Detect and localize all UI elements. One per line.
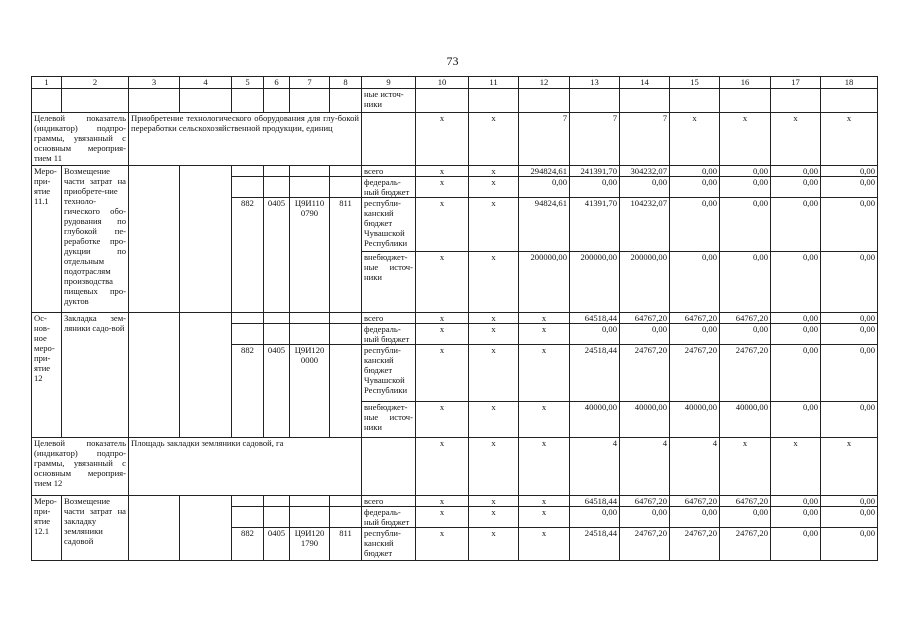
measure-code: Меро-при-ятие 12.1 bbox=[32, 496, 62, 561]
value-cell: 40000,00 bbox=[720, 402, 771, 438]
value-cell: 24767,20 bbox=[720, 345, 771, 402]
source-row bbox=[32, 166, 878, 177]
value-cell: 0,00 bbox=[670, 507, 720, 528]
value-cell: 0,00 bbox=[670, 324, 720, 345]
indicator-description: Площадь закладки земляники садовой, га bbox=[129, 438, 362, 496]
empty-cell bbox=[330, 496, 362, 507]
value-cell: x bbox=[416, 324, 469, 345]
source-row bbox=[32, 313, 878, 324]
empty-cell bbox=[264, 89, 290, 113]
value-cell: x bbox=[771, 113, 821, 166]
value-cell: 0,00 bbox=[670, 252, 720, 313]
value-cell: 94824,61 bbox=[519, 198, 570, 252]
empty-cell bbox=[330, 166, 362, 177]
value-cell: x bbox=[469, 198, 519, 252]
source-cell: федераль-ный бюджет bbox=[362, 324, 416, 345]
value-cell: x bbox=[519, 528, 570, 561]
column-number: 2 bbox=[62, 77, 129, 89]
source-cell: федераль-ный бюджет bbox=[362, 507, 416, 528]
responsible-cell bbox=[129, 313, 180, 438]
measure-title: Возмещение части затрат на закладку земляники садовой bbox=[62, 496, 129, 561]
rzpr-code: 0405 bbox=[264, 198, 290, 313]
co-executor-cell bbox=[180, 313, 232, 438]
empty-cell bbox=[821, 89, 878, 113]
value-cell: 294824,61 bbox=[519, 166, 570, 177]
value-cell: 0,00 bbox=[821, 496, 878, 507]
source-cell: федераль-ный бюджет bbox=[362, 177, 416, 198]
value-cell: 4 bbox=[620, 438, 670, 496]
value-cell: x bbox=[720, 438, 771, 496]
source-cell: всего bbox=[362, 313, 416, 324]
value-cell: 24767,20 bbox=[670, 528, 720, 561]
value-cell: x bbox=[416, 113, 469, 166]
column-number: 6 bbox=[264, 77, 290, 89]
column-number: 3 bbox=[129, 77, 180, 89]
value-cell: 0,00 bbox=[670, 177, 720, 198]
value-cell: x bbox=[416, 252, 469, 313]
value-cell: 104232,07 bbox=[620, 198, 670, 252]
csr-code: Ц9И120 1790 bbox=[290, 528, 330, 561]
value-cell: 0,00 bbox=[720, 177, 771, 198]
source-cell: внебюджет-ные источ-ники bbox=[362, 252, 416, 313]
empty-cell bbox=[264, 177, 290, 198]
value-cell: 0,00 bbox=[620, 324, 670, 345]
empty-cell bbox=[264, 166, 290, 177]
value-cell: 0,00 bbox=[821, 166, 878, 177]
column-number: 7 bbox=[290, 77, 330, 89]
value-cell: x bbox=[519, 345, 570, 402]
value-cell: x bbox=[670, 113, 720, 166]
value-cell: 24518,44 bbox=[570, 345, 620, 402]
empty-cell bbox=[232, 166, 264, 177]
empty-cell bbox=[290, 496, 330, 507]
empty-cell bbox=[232, 324, 264, 345]
empty-cell bbox=[771, 89, 821, 113]
grbs-code: 882 bbox=[232, 345, 264, 438]
value-cell: x bbox=[469, 324, 519, 345]
value-cell: x bbox=[469, 166, 519, 177]
value-cell: x bbox=[469, 345, 519, 402]
empty-cell bbox=[570, 89, 620, 113]
indicator-label: Целевой показатель (индикатор) подпро-граммы, увязанный с основным мероприя-тием 12 bbox=[32, 438, 129, 496]
measure-code: Ос-нов-ное меро-при-ятие 12 bbox=[32, 313, 62, 438]
empty-cell bbox=[232, 507, 264, 528]
empty-cell bbox=[469, 89, 519, 113]
empty-cell bbox=[362, 113, 416, 166]
value-cell: 0,00 bbox=[771, 198, 821, 252]
empty-cell bbox=[620, 89, 670, 113]
value-cell: 64767,20 bbox=[620, 496, 670, 507]
value-cell: 0,00 bbox=[821, 345, 878, 402]
responsible-cell bbox=[129, 166, 180, 313]
value-cell: 200000,00 bbox=[620, 252, 670, 313]
value-cell: 0,00 bbox=[771, 345, 821, 402]
measure-code: Меро-при-ятие 11.1 bbox=[32, 166, 62, 313]
empty-cell bbox=[62, 89, 129, 113]
empty-cell bbox=[32, 89, 62, 113]
vr-code: 811 bbox=[330, 528, 362, 561]
empty-cell bbox=[232, 313, 264, 324]
value-cell: 24767,20 bbox=[620, 528, 670, 561]
value-cell: 0,00 bbox=[720, 166, 771, 177]
value-cell: 41391,70 bbox=[570, 198, 620, 252]
csr-code: Ц9И110 0790 bbox=[290, 198, 330, 313]
value-cell: 40000,00 bbox=[620, 402, 670, 438]
co-executor-cell bbox=[180, 166, 232, 313]
measure-title: Закладка зем-ляники садо-вой bbox=[62, 313, 129, 438]
value-cell: x bbox=[821, 438, 878, 496]
value-cell: x bbox=[519, 324, 570, 345]
value-cell: 0,00 bbox=[771, 166, 821, 177]
column-number: 10 bbox=[416, 77, 469, 89]
value-cell: 0,00 bbox=[720, 252, 771, 313]
value-cell: x bbox=[416, 528, 469, 561]
empty-cell bbox=[290, 313, 330, 324]
empty-cell bbox=[330, 324, 362, 345]
value-cell: x bbox=[519, 438, 570, 496]
column-number: 11 bbox=[469, 77, 519, 89]
empty-cell bbox=[330, 313, 362, 324]
value-cell: 0,00 bbox=[821, 402, 878, 438]
value-cell: 0,00 bbox=[570, 177, 620, 198]
column-number: 13 bbox=[570, 77, 620, 89]
value-cell: 64767,20 bbox=[720, 496, 771, 507]
value-cell: x bbox=[469, 113, 519, 166]
source-cell: республи-канский бюджет Чувашской Республики bbox=[362, 345, 416, 402]
source-cell: республи-канский бюджет Чувашской Республики bbox=[362, 198, 416, 252]
value-cell: x bbox=[519, 507, 570, 528]
value-cell: x bbox=[416, 507, 469, 528]
value-cell: 0,00 bbox=[821, 507, 878, 528]
grbs-code: 882 bbox=[232, 528, 264, 561]
empty-cell bbox=[330, 507, 362, 528]
value-cell: 0,00 bbox=[821, 324, 878, 345]
page-number: 73 bbox=[446, 54, 459, 68]
value-cell: 0,00 bbox=[720, 198, 771, 252]
csr-code: Ц9И120 0000 bbox=[290, 345, 330, 438]
column-number: 8 bbox=[330, 77, 362, 89]
value-cell: 4 bbox=[570, 438, 620, 496]
empty-cell bbox=[330, 177, 362, 198]
empty-cell bbox=[264, 507, 290, 528]
empty-cell bbox=[129, 89, 180, 113]
value-cell: 0,00 bbox=[771, 177, 821, 198]
header-row bbox=[32, 77, 878, 89]
vr-code bbox=[330, 345, 362, 438]
value-cell: x bbox=[416, 345, 469, 402]
empty-cell bbox=[264, 324, 290, 345]
column-number: 1 bbox=[32, 77, 62, 89]
value-cell: x bbox=[469, 252, 519, 313]
continuation-row bbox=[32, 89, 878, 113]
value-cell: 24767,20 bbox=[620, 345, 670, 402]
value-cell: x bbox=[469, 528, 519, 561]
value-cell: x bbox=[519, 402, 570, 438]
responsible-cell bbox=[129, 496, 180, 561]
measure-title: Возмещение части затрат на приобрете-ние техноло-гического обо-рудования по глубокой пе-реработке про-дукции по отдельным подотраслям производства пищевых про-дуктов bbox=[62, 166, 129, 313]
value-cell: 0,00 bbox=[821, 198, 878, 252]
value-cell: 0,00 bbox=[570, 507, 620, 528]
empty-cell bbox=[670, 89, 720, 113]
empty-cell bbox=[232, 496, 264, 507]
empty-cell bbox=[232, 177, 264, 198]
value-cell: x bbox=[416, 496, 469, 507]
column-number: 18 bbox=[821, 77, 878, 89]
value-cell: 40000,00 bbox=[570, 402, 620, 438]
indicator-row bbox=[32, 113, 878, 166]
value-cell: x bbox=[519, 496, 570, 507]
value-cell: x bbox=[720, 113, 771, 166]
value-cell: 24767,20 bbox=[670, 345, 720, 402]
column-number: 12 bbox=[519, 77, 570, 89]
empty-cell bbox=[330, 89, 362, 113]
empty-cell bbox=[362, 438, 416, 496]
value-cell: 0,00 bbox=[720, 507, 771, 528]
column-number: 17 bbox=[771, 77, 821, 89]
value-cell: 24767,20 bbox=[720, 528, 771, 561]
value-cell: 0,00 bbox=[670, 198, 720, 252]
value-cell: 40000,00 bbox=[670, 402, 720, 438]
value-cell: 0,00 bbox=[771, 528, 821, 561]
source-cell: всего bbox=[362, 496, 416, 507]
value-cell: 64767,20 bbox=[620, 313, 670, 324]
value-cell: 64518,44 bbox=[570, 496, 620, 507]
value-cell: 0,00 bbox=[620, 507, 670, 528]
value-cell: 0,00 bbox=[670, 166, 720, 177]
value-cell: 4 bbox=[670, 438, 720, 496]
value-cell: 0,00 bbox=[771, 324, 821, 345]
source-cell: внебюджет-ные источ-ники bbox=[362, 402, 416, 438]
value-cell: 200000,00 bbox=[519, 252, 570, 313]
column-number: 16 bbox=[720, 77, 771, 89]
value-cell: x bbox=[469, 438, 519, 496]
value-cell: x bbox=[416, 402, 469, 438]
value-cell: x bbox=[469, 507, 519, 528]
value-cell: 64518,44 bbox=[570, 313, 620, 324]
value-cell: 64767,20 bbox=[670, 313, 720, 324]
value-cell: x bbox=[771, 438, 821, 496]
value-cell: x bbox=[821, 113, 878, 166]
empty-cell bbox=[290, 324, 330, 345]
value-cell: x bbox=[469, 313, 519, 324]
value-cell: 7 bbox=[570, 113, 620, 166]
value-cell: 7 bbox=[519, 113, 570, 166]
empty-cell bbox=[180, 89, 232, 113]
value-cell: 0,00 bbox=[720, 324, 771, 345]
indicator-row bbox=[32, 438, 878, 496]
empty-cell bbox=[264, 496, 290, 507]
vr-code: 811 bbox=[330, 198, 362, 313]
value-cell: 0,00 bbox=[620, 177, 670, 198]
value-cell: 304232,07 bbox=[620, 166, 670, 177]
empty-cell bbox=[519, 89, 570, 113]
value-cell: 0,00 bbox=[821, 177, 878, 198]
value-cell: 7 bbox=[620, 113, 670, 166]
column-number: 9 bbox=[362, 77, 416, 89]
source-cell: ные источ- ники bbox=[362, 89, 416, 113]
value-cell: 0,00 bbox=[519, 177, 570, 198]
column-number: 5 bbox=[232, 77, 264, 89]
value-cell: 0,00 bbox=[771, 252, 821, 313]
source-row bbox=[32, 496, 878, 507]
value-cell: x bbox=[416, 198, 469, 252]
grbs-code: 882 bbox=[232, 198, 264, 313]
value-cell: 241391,70 bbox=[570, 166, 620, 177]
column-number: 4 bbox=[180, 77, 232, 89]
value-cell: 0,00 bbox=[570, 324, 620, 345]
value-cell: 0,00 bbox=[771, 496, 821, 507]
budget-table bbox=[31, 76, 878, 561]
value-cell: 0,00 bbox=[771, 402, 821, 438]
value-cell: x bbox=[469, 177, 519, 198]
empty-cell bbox=[232, 89, 264, 113]
indicator-label: Целевой показатель (индикатор) подпро-граммы, увязанный с основным мероприя-тием 11 bbox=[32, 113, 129, 166]
value-cell: 0,00 bbox=[821, 252, 878, 313]
co-executor-cell bbox=[180, 496, 232, 561]
value-cell: x bbox=[469, 496, 519, 507]
value-cell: 200000,00 bbox=[570, 252, 620, 313]
empty-cell bbox=[290, 166, 330, 177]
value-cell: 24518,44 bbox=[570, 528, 620, 561]
empty-cell bbox=[416, 89, 469, 113]
value-cell: x bbox=[416, 313, 469, 324]
rzpr-code: 0405 bbox=[264, 345, 290, 438]
value-cell: 64767,20 bbox=[720, 313, 771, 324]
value-cell: 0,00 bbox=[821, 528, 878, 561]
value-cell: 0,00 bbox=[771, 507, 821, 528]
value-cell: x bbox=[416, 166, 469, 177]
empty-cell bbox=[290, 177, 330, 198]
empty-cell bbox=[290, 507, 330, 528]
value-cell: x bbox=[469, 402, 519, 438]
indicator-description: Приобретение технологического оборудования для глу-бокой переработки сельскохозяйственной продукции, единиц bbox=[129, 113, 362, 166]
source-cell: всего bbox=[362, 166, 416, 177]
value-cell: 64767,20 bbox=[670, 496, 720, 507]
value-cell: x bbox=[416, 177, 469, 198]
value-cell: x bbox=[416, 438, 469, 496]
empty-cell bbox=[264, 313, 290, 324]
source-cell: республи-канский бюджет bbox=[362, 528, 416, 561]
value-cell: x bbox=[519, 313, 570, 324]
column-number: 15 bbox=[670, 77, 720, 89]
rzpr-code: 0405 bbox=[264, 528, 290, 561]
empty-cell bbox=[290, 89, 330, 113]
empty-cell bbox=[720, 89, 771, 113]
value-cell: 0,00 bbox=[821, 313, 878, 324]
value-cell: 0,00 bbox=[771, 313, 821, 324]
column-number: 14 bbox=[620, 77, 670, 89]
